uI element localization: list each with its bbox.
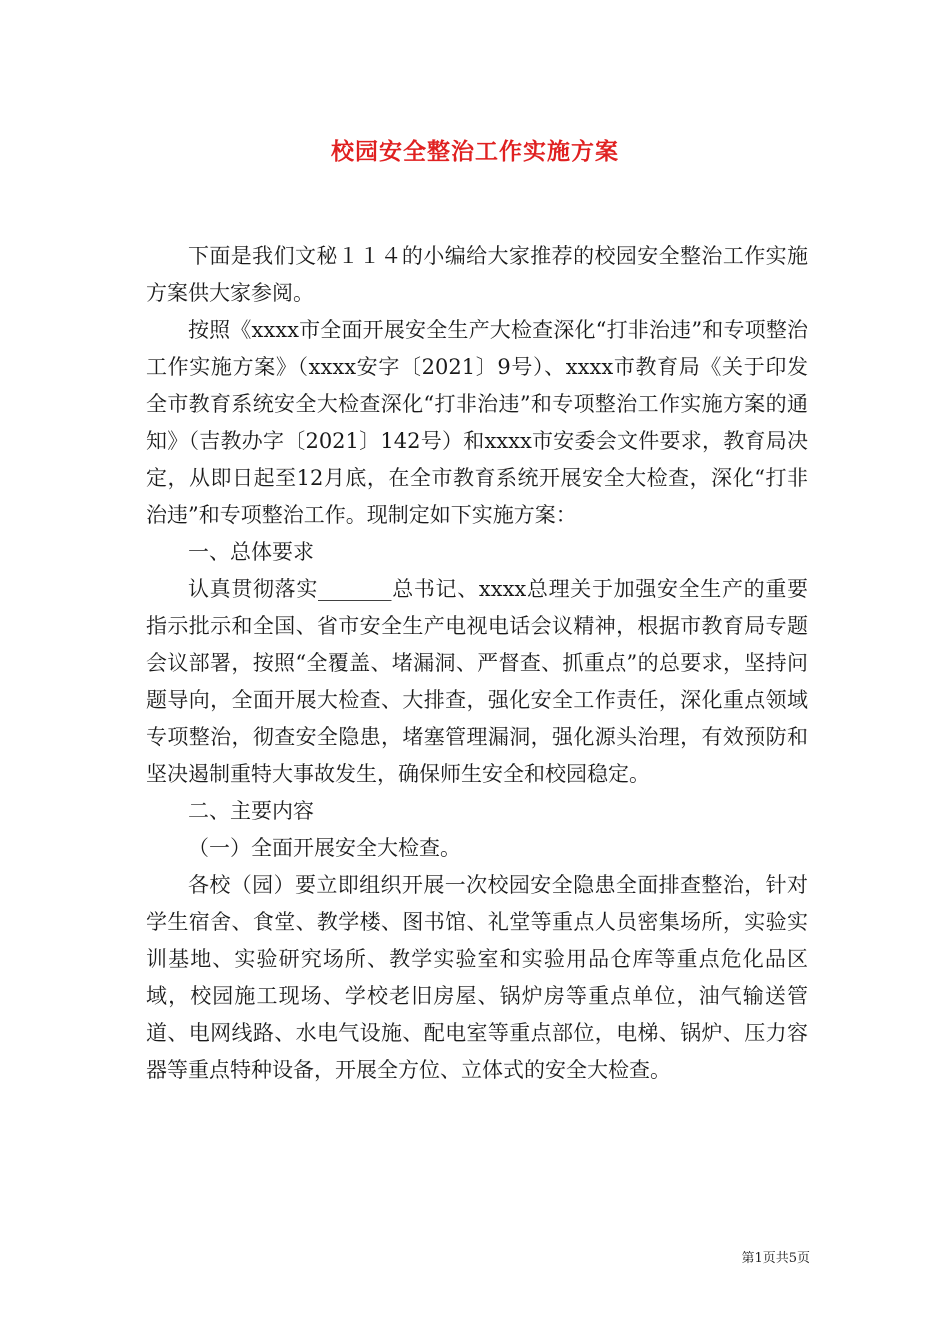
document-title: 校园安全整治工作实施方案 [331,138,619,165]
subsection-heading-inspection: （一）全面开展安全大检查。 [188,836,461,860]
basis-paragraph: 按照《xxxx市全面开展安全生产大检查深化“打非治违”和专项整治工作实施方案》（xxxx安字〔2021〕9号）、xxxx市教育局《关于印发全市教育系统安全大检查深化“打非治违”和专项整治工作实施方案的通知》（吉教办字〔2021〕142号）和xxxx市安委会文件要求，教育局决定，从即日起至12月底，在全市教育系统开展安全大检查，深化“打非治违”和专项整治工作。现制定如下实施方案： [146,318,808,527]
document-body [146,238,808,1089]
general-requirements-paragraph: 认真贯彻落实_______总书记、xxxx总理关于加强安全生产的重要指示批示和全国、省市安全生产电视电话会议精神，根据市教育局专题会议部署，按照“全覆盖、堵漏洞、严督查、抓重点”的总要求，坚持问题导向，全面开展大检查、大排查，强化安全工作责任，深化重点领域专项整治，彻查安全隐患，堵塞管理漏洞，强化源头治理，有效预防和坚决遏制重特大事故发生，确保师生安全和校园稳定。 [146,577,808,786]
section-heading-content: 二、主要内容 [188,799,314,823]
intro-paragraph: 下面是我们文秘１１４的小编给大家推荐的校园安全整治工作实施方案供大家参阅。 [146,244,808,305]
inspection-paragraph: 各校（园）要立即组织开展一次校园安全隐患全面排查整治，针对学生宿舍、食堂、教学楼、图书馆、礼堂等重点人员密集场所，实验实训基地、实验研究场所、教学实验室和实验用品仓库等重点危化品区域，校园施工现场、学校老旧房屋、锅炉房等重点单位，油气输送管道、电网线路、水电气设施、配电室等重点部位，电梯、锅炉、压力容器等重点特种设备，开展全方位、立体式的安全大检查。 [146,873,808,1082]
page-number: 第1页共5页 [741,1251,810,1266]
section-heading-general: 一、总体要求 [188,540,314,564]
